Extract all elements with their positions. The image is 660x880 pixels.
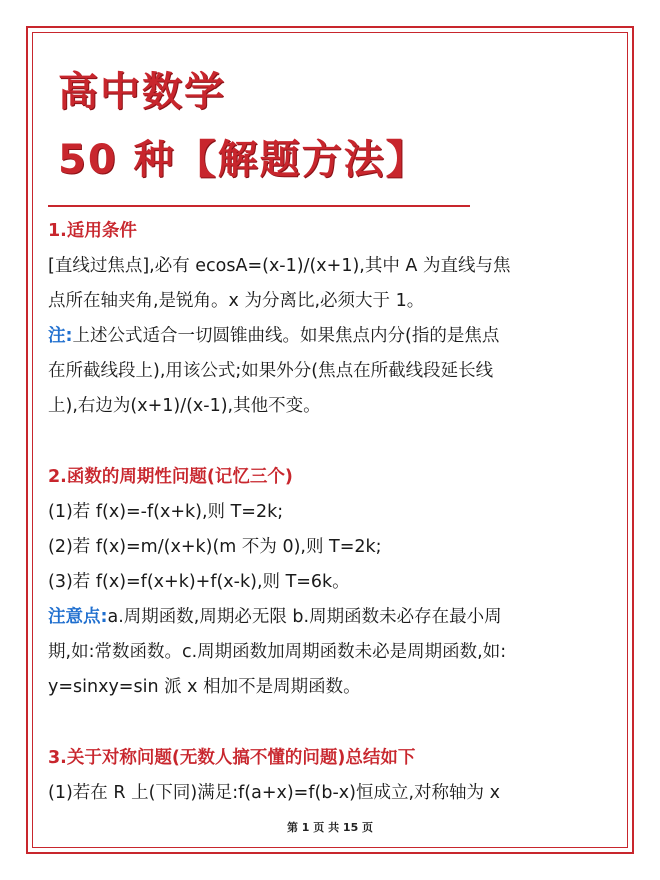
section2-heading: 2.函数的周期性问题(记忆三个): [48, 467, 293, 487]
section2-note-line-3: y=sinxy=sin 派 x 相加不是周期函数。: [48, 677, 361, 697]
section2-item-1: (1)若 f(x)=-f(x+k),则 T=2k;: [48, 502, 284, 522]
section2-note-text-1: a.周期函数,周期必无限 b.周期函数未必存在最小周: [107, 607, 502, 627]
section1-line-1: [直线过焦点],必有 ecosA=(x-1)/(x+1),其中 A 为直线与焦: [48, 256, 511, 276]
section1-heading: 1.适用条件: [48, 221, 137, 241]
section2-note-line-2: 期,如:常数函数。c.周期函数加周期函数未必是周期函数,如:: [48, 642, 507, 662]
section2-note-line-1: [48, 600, 618, 635]
section3-item-1: (1)若在 R 上(下同)满足:f(a+x)=f(b-x)恒成立,对称轴为 x: [48, 783, 500, 803]
document-body: [48, 214, 618, 811]
section1-note-line-1: [48, 319, 618, 354]
section3-heading: 3.关于对称问题(无数人搞不懂的问题)总结如下: [48, 748, 416, 768]
spacer: [48, 424, 618, 460]
section2-note-label: 注意点:: [48, 607, 108, 627]
section1-note-label: 注:: [48, 326, 73, 346]
section2-item-3: (3)若 f(x)=f(x+k)+f(x-k),则 T=6k。: [48, 572, 350, 592]
section2-item-2: (2)若 f(x)=m/(x+k)(m 不为 0),则 T=2k;: [48, 537, 382, 557]
spacer: [48, 705, 618, 741]
section1-note-line-3: 上),右边为(x+1)/(x-1),其他不变。: [48, 396, 321, 416]
section1-note-text-1: 上述公式适合一切圆锥曲线。如果焦点内分(指的是焦点: [72, 326, 500, 346]
title-line-1: 高中数学: [58, 69, 226, 115]
title-divider: [48, 205, 470, 207]
title-line-2: 50 种【解题方法】: [58, 137, 428, 183]
page-footer: 第 1 页 共 15 页: [286, 821, 374, 834]
section1-line-2: 点所在轴夹角,是锐角。x 为分离比,必须大于 1。: [48, 291, 425, 311]
section1-note-line-2: 在所截线段上),用该公式;如果外分(焦点在所截线段延长线: [48, 361, 494, 381]
